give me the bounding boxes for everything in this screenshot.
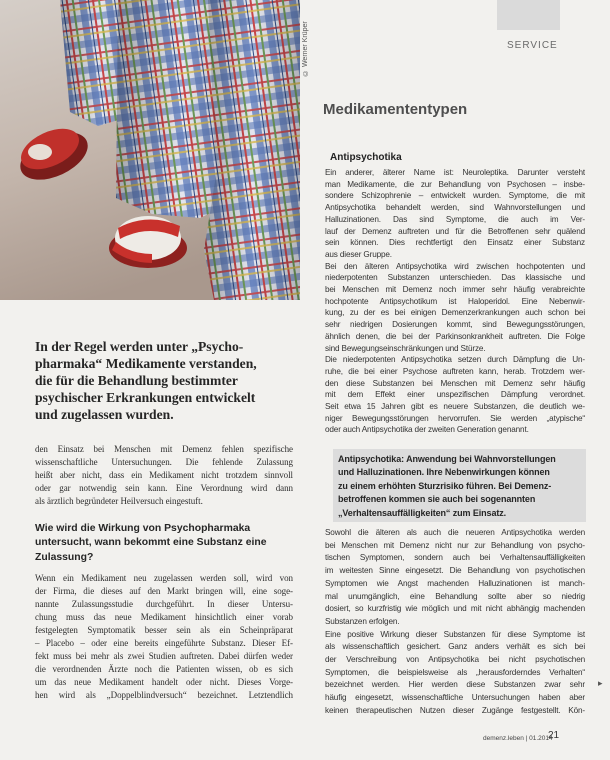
text-line: Wie wird die Wirkung von Psychopharmaka	[35, 523, 251, 534]
right-trouser-leg	[204, 0, 300, 300]
text-line: keinen therapeutischen Nutzen dieser Zugänge festgestellt. Kön-	[325, 705, 585, 715]
text-line: Symptomen, die beispielsweise als „herausforderndes Verhalten“	[325, 667, 585, 677]
text-line: In der Regel werden unter „Psycho-	[35, 339, 244, 354]
text-line: untersucht, wann bekommt eine Substanz eine	[35, 537, 267, 549]
text-line: und Halluzinationen. Ihre Nebenwirkungen können	[338, 467, 550, 478]
text-line: bei Menschen mit Demenz nicht nur zur Behandlung von psycho-	[325, 540, 585, 550]
text-line: heißt aber nicht, dass ein Medikament nicht trotzdem sinnvoll	[35, 469, 293, 480]
paragraph	[325, 354, 585, 436]
text-line: Die niederpotenten Antipsychotika setzen durch Dämpfung die Un-	[325, 355, 585, 365]
article-body-bottom	[325, 527, 585, 718]
text-line: sind Bewegungseinschränkungen und Stürze.	[325, 343, 486, 353]
text-line: zu einem erhöhten Sturzrisiko führen. Bei Demenz-	[338, 480, 552, 491]
highlight-box	[333, 449, 586, 522]
text-line: Substanzen erfolgen.	[325, 616, 400, 626]
text-line: aus dieser Gruppe.	[325, 249, 392, 259]
photo-illustration	[0, 0, 300, 300]
text-line: Antipsychotika behandelt werden, sind Wahnvorstellungen und	[325, 203, 585, 213]
text-line: Zulassung?	[35, 551, 94, 563]
text-line: oder gar notwendig sein kann. Eine Verordnung wird dann	[35, 482, 293, 493]
paragraph	[325, 527, 585, 629]
subheading: Antipsychotika	[330, 152, 402, 163]
text-line: und zugelassen wurden.	[35, 407, 174, 422]
page-number: 21	[548, 730, 560, 741]
text-line: niederpotenten Substanzen unterschieden. Das klassische und	[325, 273, 585, 283]
text-line: die für die Behandlung bestimmter	[35, 373, 238, 388]
text-line: ähnlich denen, die bei der Parkinsonkrankheit auftreten. Die Folge	[325, 331, 585, 341]
paragraph	[325, 261, 585, 355]
text-line: der Verschreibung von Antipsychotika bei nicht psychotischen	[325, 655, 585, 665]
intro-text	[35, 338, 297, 423]
text-line: hochpotente Antipsychotikum ist Haloperidol. Eine Nebenwir-	[325, 296, 585, 306]
text-line: mit dem Effekt einer unspezifischen Dämpfung verordnet.	[325, 390, 585, 400]
text-line: mal unumgänglich, eine Behandlung sollte aber so niedrig	[325, 591, 585, 601]
text-line: um das neue Medikament handelt oder nicht. Dieses Vorge-	[35, 677, 293, 687]
text-line: sondere Schizophrenie – entwickelt wurden. Symptome, die mit	[325, 191, 585, 201]
page-title: Medikamententypen	[323, 101, 468, 118]
text-line: kung, zu der es bei einigen Demenzerkrankungen auch schon bei	[325, 308, 585, 318]
arrow-right-icon: ▸	[598, 678, 603, 688]
text-line: häufig eingesetzt, wissenschaftliche Untersuchungen haben aber	[325, 693, 585, 703]
photo-plaid-trousers-red-sandals	[0, 0, 300, 300]
text-line: tischen Symptomen, sondern auch bei Verhaltensauffälligkeiten	[325, 553, 585, 563]
text-line: wissenschaftliche Untersuchungen. Die fehlende Zulassung	[35, 456, 293, 467]
text-line: lauf der Demenz auftreten und für die Betroffenen sehr quälend	[325, 226, 585, 236]
section-label: SERVICE	[507, 40, 558, 51]
text-line: hen wird als „Doppelblindversuch“ bezeichnet. Letztendlich	[35, 690, 293, 700]
text-line: bei Menschen mit Demenz noch immer sehr häufig verabreichte	[325, 285, 585, 295]
article-body-top	[325, 167, 585, 436]
text-line: Bei den älteren Antipsychotika wird zwischen hochpotenten und	[325, 261, 585, 271]
text-line: man Medikamente, die zur Behandlung von Psychosen – insbe-	[325, 179, 585, 189]
paragraph	[35, 572, 293, 702]
text-line: Halluzinationen. Das sind Symptome, die auch im Ver-	[325, 214, 585, 224]
photo-credit: © Werner Krüper	[302, 21, 309, 76]
text-line: chung muss das neue Medikament hinsichtlich einer vorab	[35, 612, 293, 622]
text-line: Antipsychotika: Anwendung bei Wahnvorstellungen	[338, 454, 556, 464]
text-line: als wissenschaftlich gesichert. Ganz anders verhält es sich bei	[325, 642, 585, 652]
text-line: niger Bewegungsstörungen hervorrufen. Sie werden „atypische“	[325, 413, 585, 423]
text-line: sein können. Dies rechtfertigt den Einsatz einer Substanz	[325, 238, 585, 248]
text-line: bezeichnet werden. Hier werden diese Substanzen zwar sehr	[325, 680, 585, 690]
text-line: den Einsatz bei Menschen mit Demenz fehlen spezifische	[35, 444, 293, 454]
text-line: Eine positive Wirkung dieser Substanzen für diese Symptome ist	[325, 629, 585, 639]
text-line: oder auch Antipsychotika der zweiten Generation genannt.	[325, 425, 529, 435]
text-line: Wenn ein Medikament neu zugelassen werden soll, wird von	[35, 573, 293, 583]
text-line: dosiert, so kurzfristig wie möglich und mit nicht abhängig machenden	[325, 604, 585, 614]
text-line: den diese Substanzen bei Menschen mit Demenz sehr häufig	[325, 378, 585, 388]
text-line: psychischer Erkrankungen entwickelt	[35, 390, 256, 405]
text-line: „Verhaltensauffälligkeiten“ zum Einsatz.	[338, 507, 507, 518]
text-line: – Placebo – oder eine bereits eingeführte Substanz. Dieser Ef-	[35, 638, 293, 648]
text-line: Symptomen wie Angst machenden Halluzinationen ist manch-	[325, 578, 585, 588]
magazine-issue: demenz.leben | 01.2014	[483, 735, 553, 742]
text-line: Seit etwa 15 Jahren gibt es neuere Substanzen, die deutlich we-	[325, 402, 585, 412]
text-line: der Firma, die dieses auf den Markt bringen will, eine soge-	[35, 586, 293, 596]
text-line: Ein anderer, älterer Name ist: Neuroleptika. Darunter versteht	[325, 168, 585, 177]
section-heading	[35, 522, 297, 565]
paragraph	[325, 167, 585, 261]
text-line: sehr niedrigen Dosierungen kommt, sind Bewegungsstörungen,	[325, 320, 585, 330]
section-tab	[497, 0, 560, 30]
paragraph	[325, 629, 585, 718]
text-line: als ärztlich begründeter Heilversuch eingestuft.	[35, 495, 203, 506]
text-line: im weitesten Sinne eingesetzt. Die Behandlung von psychotischen	[325, 566, 585, 576]
text-line: pharmaka“ Medikamente verstanden,	[35, 356, 257, 371]
text-line: die verordnenden Ärzte noch die Patienten wissen, ob es sich	[35, 664, 293, 674]
text-line: fekt muss bei mehr als zwei Studien auftreten. Dabei dürfen weder	[35, 651, 293, 661]
text-line: nannte Zulassungsstudie durchgeführt. In dieser Untersu-	[35, 599, 293, 609]
paragraph	[35, 443, 293, 508]
text-line: festgelegten Symptomatik besser sein als ein Scheinpräparat	[35, 625, 293, 635]
text-line: Sowohl die älteren als auch die neueren Antipsychotika werden	[325, 528, 585, 537]
text-line: betroffenen kommen sie auch bei sogenannten	[338, 494, 536, 505]
text-line: ruhe, die bei einer Psychose auftreten kann, herab. Trotzdem wer-	[325, 366, 585, 376]
